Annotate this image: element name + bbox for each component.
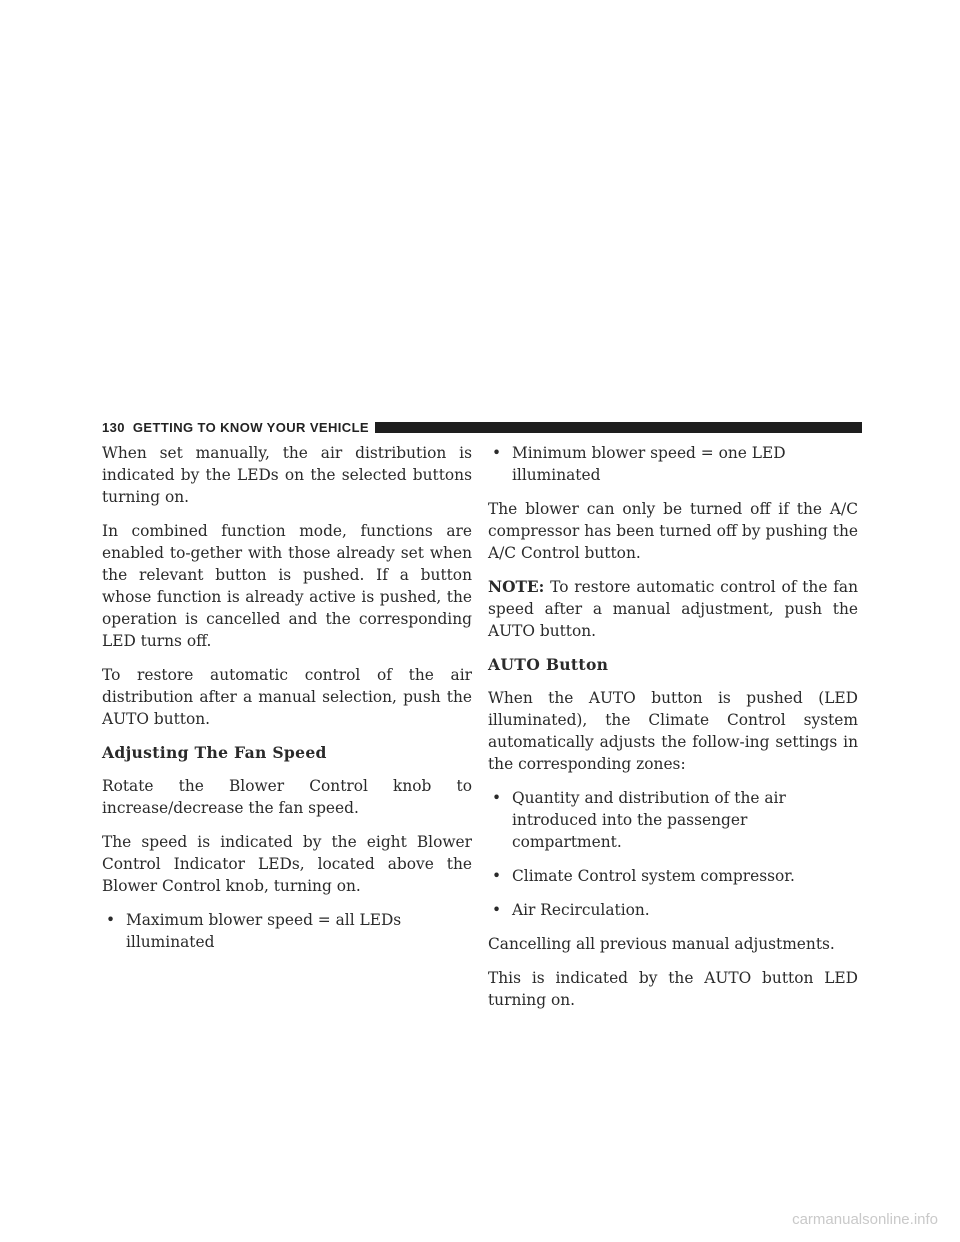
section-title: GETTING TO KNOW YOUR VEHICLE: [132, 419, 369, 435]
list-item-air-quantity: [488, 787, 858, 853]
heading-auto-button: AUTO Button: [488, 655, 609, 674]
bullet-icon: •: [492, 901, 502, 919]
watermark: carmanualsonline.info: [792, 1211, 938, 1228]
paragraph-auto-led: This is indicated by the AUTO button LED turning on.: [488, 969, 858, 1009]
right-column: [488, 442, 858, 1023]
list-item-recirculation: [488, 899, 858, 921]
list-item-min-speed: [488, 442, 858, 486]
list-item-text: Air Recirculation.: [512, 901, 650, 919]
page-header: [102, 418, 862, 436]
list-item-max-speed: [102, 909, 472, 953]
paragraph-restore-distribution: To restore automatic control of the air distribution after a manual selection, push the AUTO button.: [102, 666, 472, 728]
list-item-text: Minimum blower speed = one LED illuminated: [512, 444, 786, 484]
paragraph-speed-indicator: The speed is indicated by the eight Blower Control Indicator LEDs, located above the Blower Control knob, turning on.: [102, 833, 472, 895]
left-column: [102, 442, 472, 965]
paragraph-air-distribution: When set manually, the air distribution is indicated by the LEDs on the selected buttons turning on.: [102, 444, 472, 506]
bullet-icon: •: [492, 789, 502, 807]
page-number: 130: [102, 419, 125, 435]
list-item-text: Climate Control system compressor.: [512, 867, 795, 885]
paragraph-blower-off: The blower can only be turned off if the A/C compressor has been turned off by pushing the A/C Control button.: [488, 500, 858, 562]
header-rule: [375, 422, 862, 433]
bullet-icon: •: [492, 867, 502, 885]
paragraph-cancelling: Cancelling all previous manual adjustments.: [488, 935, 835, 953]
list-item-compressor: [488, 865, 858, 887]
paragraph-rotate-knob: Rotate the Blower Control knob to increase/decrease the fan speed.: [102, 777, 472, 817]
list-item-text: Quantity and distribution of the air introduced into the passenger compartment.: [512, 789, 786, 851]
note-label: NOTE:: [488, 578, 545, 596]
paragraph-combined-mode: In combined function mode, functions are enabled to-gether with those already set when the relevant button is pushed. If a button whose function is already active is pushed, the operation is cancelled and the corresponding LED turns off.: [102, 522, 472, 650]
bullet-icon: •: [106, 911, 116, 929]
note-text: To restore automatic control of the fan speed after a manual adjustment, push the AUTO button.: [488, 578, 858, 640]
paragraph-auto-pushed: When the AUTO button is pushed (LED illuminated), the Climate Control system automatically adjusts the follow-ing settings in the corresponding zones:: [488, 689, 858, 773]
heading-adjusting-fan-speed: Adjusting The Fan Speed: [102, 743, 327, 762]
list-item-text: Maximum blower speed = all LEDs illuminated: [126, 911, 402, 951]
note-paragraph: [488, 576, 858, 642]
bullet-icon: •: [492, 444, 502, 462]
page-header-text: [102, 420, 375, 435]
